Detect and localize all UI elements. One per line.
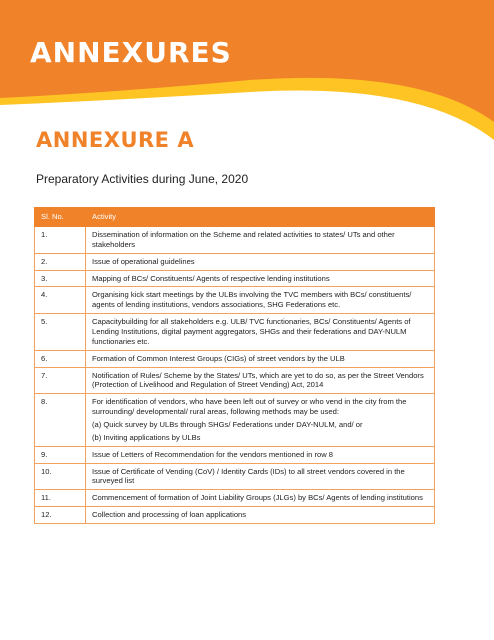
row-activity: Capacitybuilding for all stakeholders e.g. ULB/ TVC functionaries, BCs/ Constituents/ Agents of Lending Institutions, digital payment aggregators, SHGs and their federations and DAY-NULM functionaries etc. xyxy=(86,314,435,351)
row-activity: Notification of Rules/ Scheme by the States/ UTs, which are yet to do so, as per the Street Vendors (Protection of Livelihood and Regulation of Street Vending) Act, 2014 xyxy=(86,367,435,394)
table-row xyxy=(35,227,435,254)
row-number: 7. xyxy=(35,367,86,394)
row-activity: For identification of vendors, who have been left out of survey or who vend in the city from the surrounding/ developmental/ rural areas, following methods may be used: xyxy=(92,397,407,417)
row-number: 10. xyxy=(35,463,86,490)
row-activity: Commencement of formation of Joint Liability Groups (JLGs) by BCs/ Agents of lending institutions xyxy=(86,490,435,507)
table-row xyxy=(35,314,435,351)
row-activity: Collection and processing of loan applications xyxy=(86,507,435,524)
table-row xyxy=(35,394,435,446)
row-activity: Organising kick start meetings by the ULBs involving the TVC members with BCs/ constituents/ agents of lending institutions, vendors associations, SHG Federations etc. xyxy=(86,287,435,314)
row-activity: Issue of operational guidelines xyxy=(86,253,435,270)
row-number: 6. xyxy=(35,350,86,367)
row-option-a: (a) Quick survey by ULBs through SHGs/ Federations under DAY-NULM, and/ or xyxy=(92,420,363,430)
row-activity: Dissemination of information on the Scheme and related activities to states/ UTs and other stakeholders xyxy=(86,227,435,254)
activities-table xyxy=(34,207,435,524)
row-activity-with-options xyxy=(86,394,435,446)
row-number: 1. xyxy=(35,227,86,254)
row-number: 4. xyxy=(35,287,86,314)
row-activity: Issue of Letters of Recommendation for the vendors mentioned in row 8 xyxy=(86,446,435,463)
row-activity: Mapping of BCs/ Constituents/ Agents of respective lending institutions xyxy=(86,270,435,287)
row-number: 5. xyxy=(35,314,86,351)
table-row xyxy=(35,490,435,507)
row-number: 2. xyxy=(35,253,86,270)
table-row xyxy=(35,350,435,367)
row-activity: Formation of Common Interest Groups (CIGs) of street vendors by the ULB xyxy=(86,350,435,367)
table-row xyxy=(35,287,435,314)
table-row xyxy=(35,463,435,490)
table-row xyxy=(35,507,435,524)
row-number: 3. xyxy=(35,270,86,287)
annexure-title: ANNEXURE A xyxy=(36,128,195,152)
table-row xyxy=(35,270,435,287)
row-number: 9. xyxy=(35,446,86,463)
row-number: 11. xyxy=(35,490,86,507)
column-header-activity: Activity xyxy=(86,208,435,227)
column-header-sl-no: Sl. No. xyxy=(35,208,86,227)
table-row xyxy=(35,446,435,463)
row-number: 12. xyxy=(35,507,86,524)
annexure-subtitle: Preparatory Activities during June, 2020 xyxy=(36,172,249,186)
row-activity: Issue of Certificate of Vending (CoV) / Identity Cards (IDs) to all street vendors covered in the surveyed list xyxy=(86,463,435,490)
table-row xyxy=(35,253,435,270)
table-header-row xyxy=(35,208,435,227)
row-option-b: (b) Inviting applications by ULBs xyxy=(92,432,201,442)
page-header-title: ANNEXURES xyxy=(30,36,232,69)
header-banner xyxy=(0,0,494,140)
table-row xyxy=(35,367,435,394)
row-number: 8. xyxy=(35,394,86,446)
